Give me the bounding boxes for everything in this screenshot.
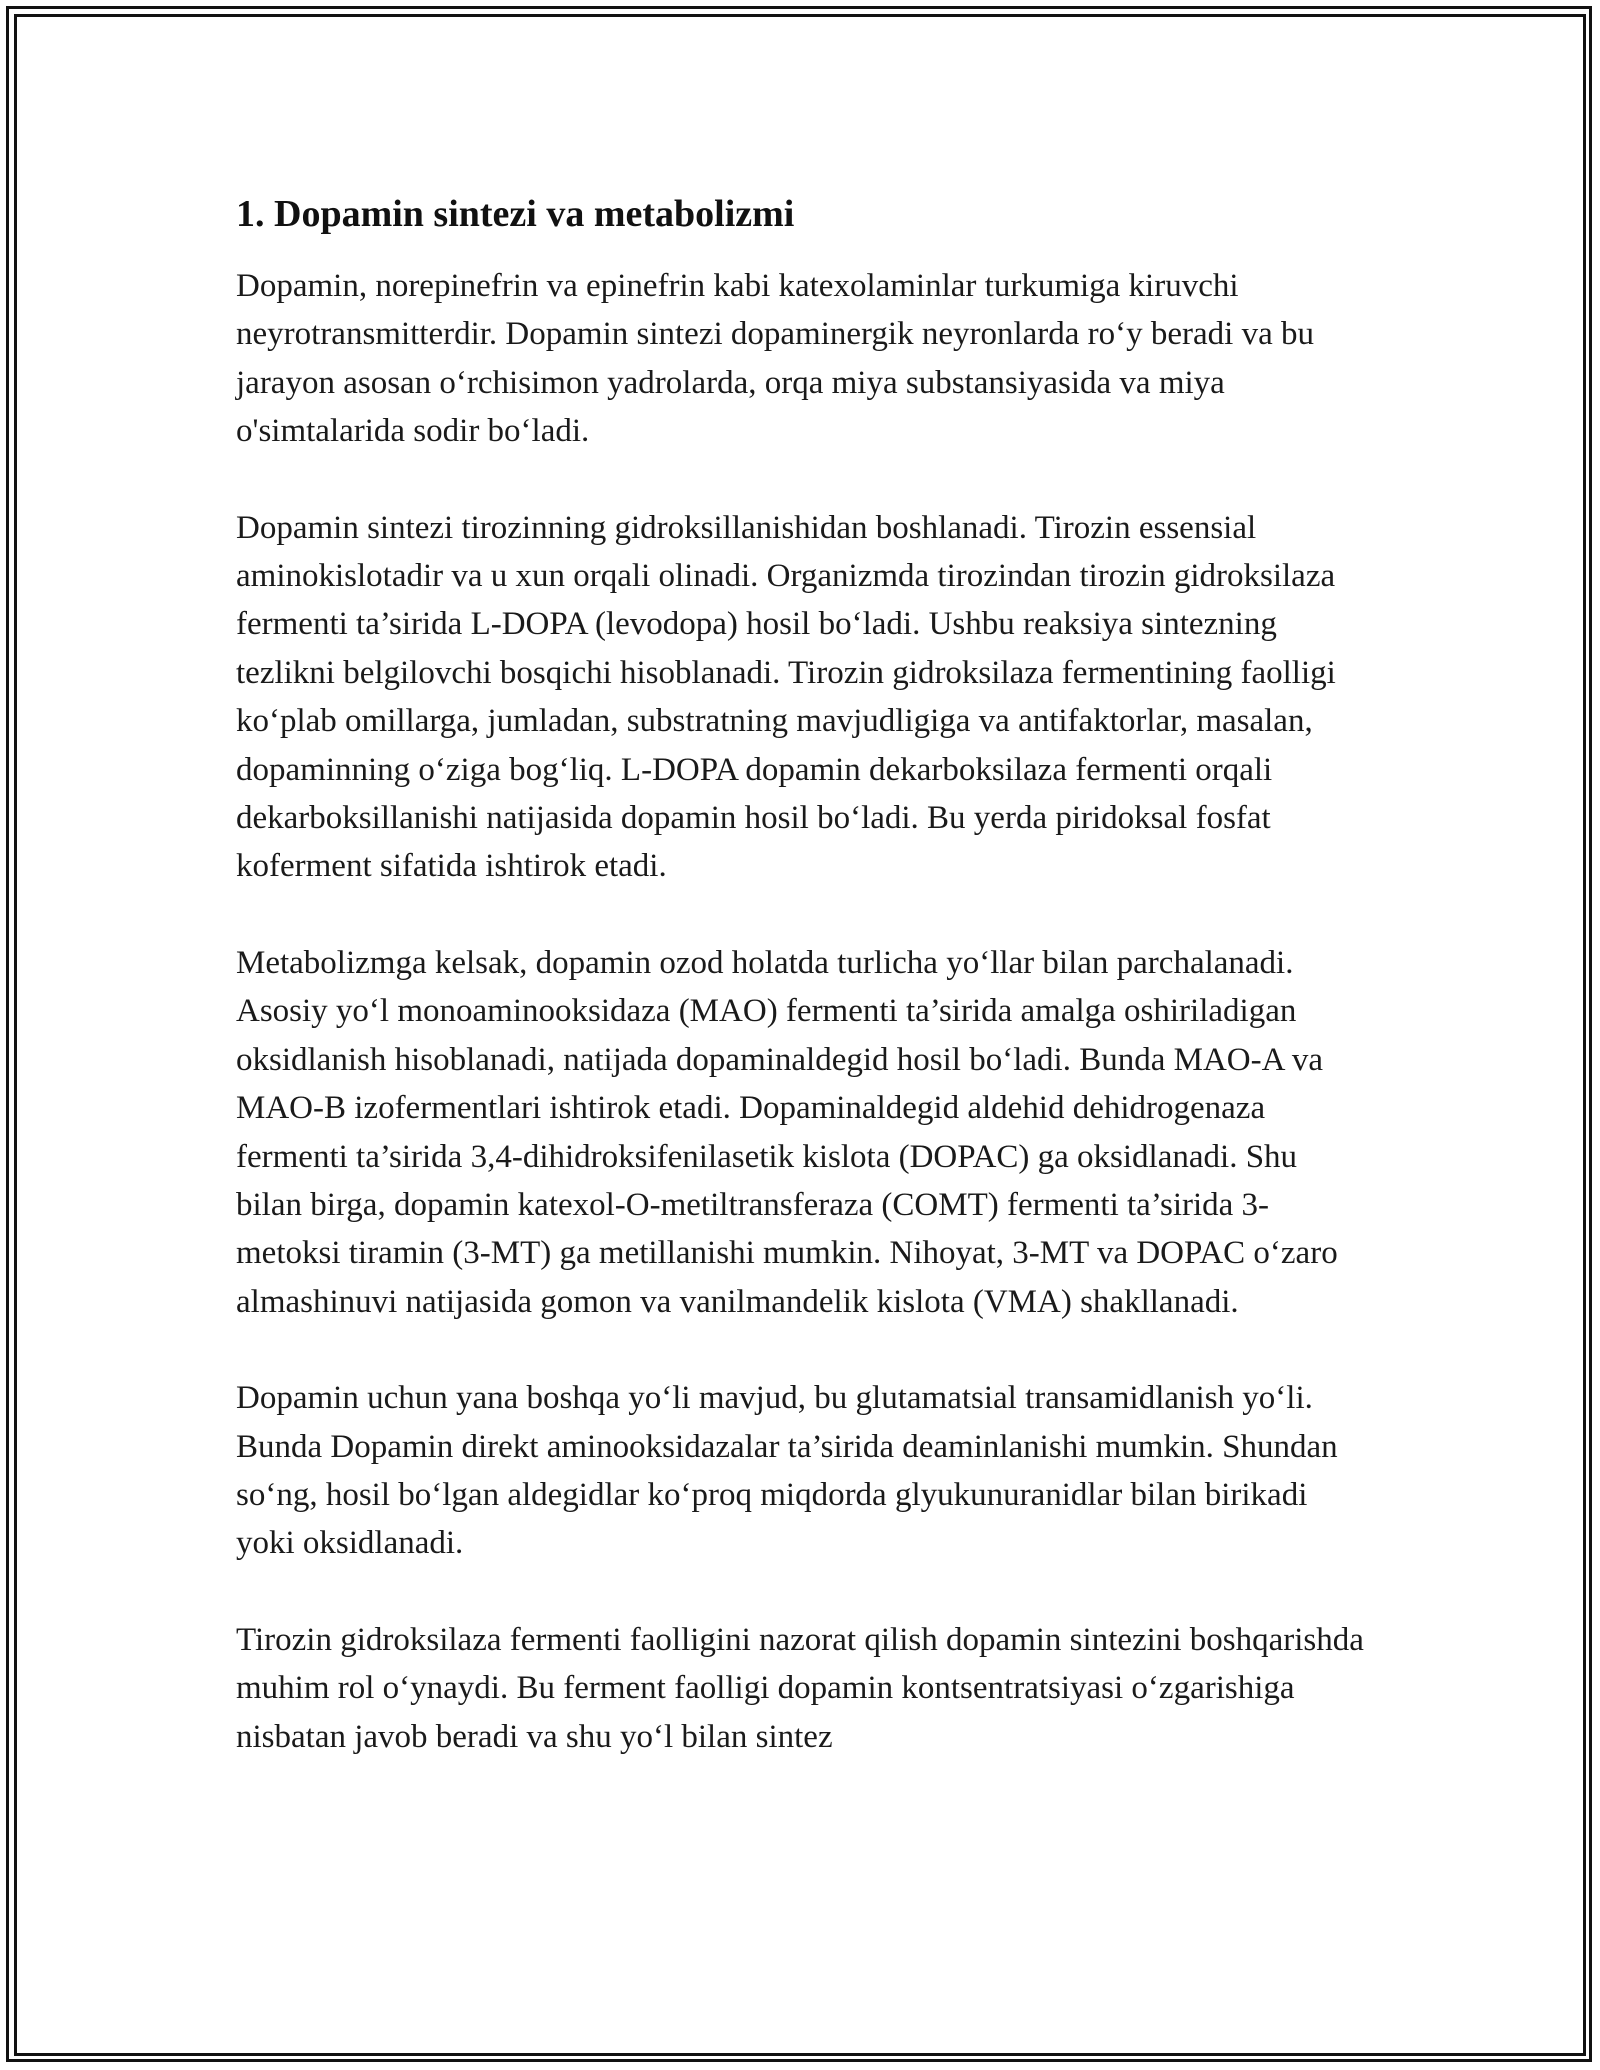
paragraph-metabolism: Metabolizmga kelsak, dopamin ozod holatda turlicha yo‘llar bilan parchalanadi. Asosiy yo‘l monoaminooksidaza (MAO) fermenti ta’sirida amalga oshiriladigan oksidlanish hisoblanadi, natijada dopaminaldegid hosil bo‘ladi. Bunda MAO-A va MAO-B izofermentlari ishtirok etadi. Dopaminaldegid aldehid dehidrogenaza fermenti ta’sirida 3,4-dihidroksifenilasetik kislota (DOPAC) ga oksidlanadi. Shu bilan birga, dopamin katexol-O-metiltransferaza (COMT) fermenti ta’sirida 3-metoksi tiramin (3-MT) ga metillanishi mumkin. Nihoyat, 3-MT va DOPAC o‘zaro almashinuvi natijasida gomon va vanilmandelik kislota (VMA) shakllanadi. xyxy=(236,944,1338,1320)
document-body xyxy=(236,186,1364,1809)
paragraph-intro: Dopamin, norepinefrin va epinefrin kabi katexolaminlar turkumiga kiruvchi neyrotransmitterdir. Dopamin sintezi dopaminergik neyronlarda ro‘y beradi va bu jarayon asosan o‘rchisimon yadrolarda, orqa miya substansiyasida va miya o'simtalarida sodir bo‘ladi. xyxy=(236,268,1314,450)
section-heading: 1. Dopamin sintezi va metabolizmi xyxy=(236,193,795,235)
paragraph-regulation: Tirozin gidroksilaza fermenti faolligini nazorat qilish dopamin sintezini boshqarishda muhim rol o‘ynaydi. Bu ferment faolligi dopamin kontsentratsiyasi o‘zgarishiga nisbatan javob beradi va shu yo‘l bilan sintez xyxy=(236,1621,1364,1755)
paragraph-synthesis: Dopamin sintezi tirozinning gidroksillanishidan boshlanadi. Tirozin essensial aminokislotadir va u xun orqali olinadi. Organizmda tirozindan tirozin gidroksilaza fermenti ta’sirida L-DOPA (levodopa) hosil bo‘ladi. Ushbu reaksiya sintezning tezlikni belgilovchi bosqichi hisoblanadi. Tirozin gidroksilaza fermentining faolligi ko‘plab omillarga, jumladan, substratning mavjudligiga va antifaktorlar, masalan, dopaminning o‘ziga bog‘liq. L-DOPA dopamin dekarboksilaza fermenti orqali dekarboksillanishi natijasida dopamin hosil bo‘ladi. Bu yerda piridoksal fosfat koferment sifatida ishtirok etadi. xyxy=(236,509,1336,885)
paragraph-alternative-pathway: Dopamin uchun yana boshqa yo‘li mavjud, bu glutamatsial transamidlanish yo‘li. Bunda Dopamin direkt aminooksidazalar ta’sirida deaminlanishi mumkin. Shundan so‘ng, hosil bo‘lgan aldegidlar ko‘proq miqdorda glyukunuranidlar bilan birikadi yoki oksidlanadi. xyxy=(236,1380,1338,1562)
